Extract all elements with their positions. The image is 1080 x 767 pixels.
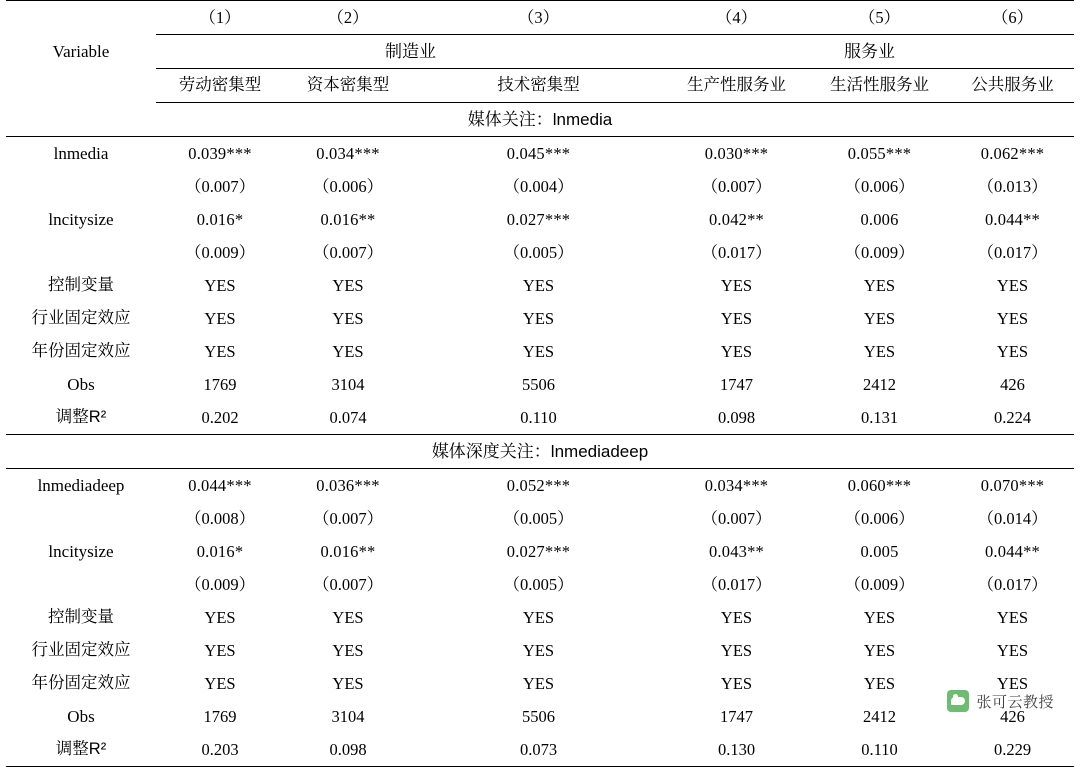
cell: YES <box>996 308 1029 328</box>
cell: YES <box>204 341 236 361</box>
row-label-blank <box>6 568 156 601</box>
cell: 5506 <box>522 374 555 394</box>
cell: YES <box>863 341 896 361</box>
cell: 0.036*** <box>316 475 380 495</box>
cell: YES <box>863 607 896 627</box>
variable-header: Variable <box>6 1 156 103</box>
col-number-2: （2） <box>284 1 412 35</box>
cell: （0.007） <box>312 242 384 262</box>
cell: YES <box>863 308 896 328</box>
table-row <box>6 535 1074 568</box>
cell: 0.016* <box>196 209 244 229</box>
cell: 0.006 <box>860 209 899 229</box>
cell: 0.039*** <box>188 143 252 163</box>
cell: 0.110 <box>808 733 951 767</box>
cell: 0.042** <box>708 209 765 229</box>
cell: 1747 <box>720 706 753 726</box>
subheader-capital-intensive: 资本密集型 <box>284 69 412 103</box>
cell: （0.007） <box>701 508 772 528</box>
cell: （0.006） <box>312 176 384 196</box>
cell: YES <box>332 607 364 627</box>
cell: （0.008） <box>184 508 256 528</box>
cell: 0.034*** <box>316 143 380 163</box>
cell: 0.110 <box>412 401 665 435</box>
col-number-4: （4） <box>665 1 808 35</box>
cell: 0.098 <box>284 733 412 767</box>
cell: （0.014） <box>977 508 1048 528</box>
cell: YES <box>720 673 753 693</box>
panel-1-title: 媒体关注：lnmedia <box>6 103 1074 137</box>
cell: （0.005） <box>503 574 574 594</box>
row-label-controls: 控制变量 <box>48 607 114 626</box>
cell: （0.017） <box>701 574 772 594</box>
row-label-industry-fe: 行业固定效应 <box>31 640 131 659</box>
table-row <box>6 368 1074 401</box>
table-row <box>6 269 1074 302</box>
cell: （0.013） <box>977 176 1048 196</box>
cell: 1769 <box>203 706 237 726</box>
cell: 1769 <box>203 374 237 394</box>
cell: 0.044*** <box>188 475 252 495</box>
group-header-services: 服务业 <box>665 35 1074 69</box>
subheader-labor-intensive: 劳动密集型 <box>156 69 284 103</box>
watermark <box>947 690 1054 712</box>
cell: YES <box>720 640 753 660</box>
table-row <box>6 700 1074 733</box>
cell: YES <box>996 673 1029 693</box>
col-number-3: （3） <box>412 1 665 35</box>
group-header-manufacturing: 制造业 <box>156 35 665 69</box>
cell: 0.045*** <box>506 143 571 163</box>
cell: 0.043** <box>708 541 765 561</box>
row-label-lnmediadeep: lnmediadeep <box>37 475 125 495</box>
panel-title-row-2 <box>6 435 1074 469</box>
row-label-year-fe: 年份固定效应 <box>31 673 131 692</box>
col-number-1: （1） <box>156 1 284 35</box>
row-label-blank <box>6 502 156 535</box>
cell: （0.007） <box>312 508 384 528</box>
cell: 0.060*** <box>847 475 912 495</box>
cell: YES <box>204 308 236 328</box>
cell: YES <box>522 673 555 693</box>
cell: 0.203 <box>156 733 284 767</box>
cell: YES <box>522 275 555 295</box>
table-row <box>6 236 1074 269</box>
cell: 0.027*** <box>506 209 571 229</box>
col-number-6: （6） <box>951 1 1074 35</box>
table-row <box>6 401 1074 435</box>
watermark-label: 张可云教授 <box>976 693 1054 711</box>
cell: YES <box>332 308 364 328</box>
cell: 0.034*** <box>704 475 769 495</box>
row-label-controls: 控制变量 <box>48 275 114 294</box>
cell: YES <box>204 275 236 295</box>
cell: （0.009） <box>844 574 915 594</box>
cell: 0.074 <box>284 401 412 435</box>
cell: 3104 <box>331 374 365 394</box>
row-label-lnmedia: lnmedia <box>53 143 109 163</box>
cell: 0.044** <box>984 209 1041 229</box>
cell: YES <box>332 341 364 361</box>
cell: YES <box>720 308 753 328</box>
cell: YES <box>332 640 364 660</box>
cell: （0.006） <box>844 508 915 528</box>
cell: YES <box>720 275 753 295</box>
table-row <box>6 601 1074 634</box>
cell: （0.005） <box>503 508 574 528</box>
cell: YES <box>863 275 896 295</box>
cell: YES <box>204 640 236 660</box>
regression-results-table <box>6 0 1074 767</box>
cell: YES <box>996 640 1029 660</box>
cell: 0.229 <box>951 733 1074 767</box>
row-label-blank <box>6 236 156 269</box>
cell: 3104 <box>331 706 365 726</box>
wechat-icon <box>947 690 969 712</box>
cell: YES <box>332 673 364 693</box>
col-number-5: （5） <box>808 1 951 35</box>
cell: （0.017） <box>977 574 1048 594</box>
table-row <box>6 335 1074 368</box>
table-row <box>6 568 1074 601</box>
row-label-lncitysize: lncitysize <box>48 541 114 561</box>
row-label-lncitysize: lncitysize <box>48 209 114 229</box>
cell: 0.070*** <box>980 475 1045 495</box>
cell: YES <box>863 673 896 693</box>
cell: 0.130 <box>665 733 808 767</box>
cell: 2412 <box>863 706 896 726</box>
cell: YES <box>996 607 1029 627</box>
row-label-obs: Obs <box>67 374 95 394</box>
row-label-adj-r2: 调整R² <box>6 401 156 435</box>
cell: YES <box>522 640 555 660</box>
cell: 1747 <box>720 374 753 394</box>
cell: 0.052*** <box>506 475 571 495</box>
cell: YES <box>720 607 753 627</box>
table-row <box>6 502 1074 535</box>
cell: 426 <box>1000 374 1025 394</box>
table-row <box>6 469 1074 503</box>
subheader-producer-services: 生产性服务业 <box>665 69 808 103</box>
cell: （0.009） <box>184 242 256 262</box>
cell: YES <box>204 607 236 627</box>
cell: 2412 <box>863 374 896 394</box>
cell: 0.202 <box>156 401 284 435</box>
cell: （0.007） <box>312 574 384 594</box>
cell: 0.062*** <box>980 143 1045 163</box>
cell: 0.027*** <box>506 541 571 561</box>
row-label-adj-r2: 调整R² <box>6 733 156 767</box>
cell: （0.005） <box>503 242 574 262</box>
table-row <box>6 203 1074 236</box>
header-row-numbers <box>6 1 1074 35</box>
cell: YES <box>522 607 555 627</box>
table-row <box>6 137 1074 171</box>
cell: 0.131 <box>808 401 951 435</box>
cell: 0.016* <box>196 541 244 561</box>
table-row <box>6 170 1074 203</box>
cell: YES <box>522 308 555 328</box>
cell: 5506 <box>522 706 555 726</box>
cell: （0.017） <box>701 242 772 262</box>
cell: YES <box>996 341 1029 361</box>
row-label-industry-fe: 行业固定效应 <box>31 308 131 327</box>
header-row-subheaders <box>6 69 1074 103</box>
cell: YES <box>863 640 896 660</box>
cell: （0.007） <box>701 176 772 196</box>
cell: YES <box>720 341 753 361</box>
cell: 0.224 <box>951 401 1074 435</box>
cell: （0.004） <box>503 176 574 196</box>
cell: （0.006） <box>844 176 915 196</box>
cell: （0.007） <box>184 176 256 196</box>
cell: 0.005 <box>860 541 899 561</box>
row-label-blank <box>6 170 156 203</box>
cell: 0.016** <box>320 209 376 229</box>
cell: （0.009） <box>184 574 256 594</box>
cell: 0.098 <box>665 401 808 435</box>
panel-title-row-1 <box>6 103 1074 137</box>
cell: YES <box>332 275 364 295</box>
cell: 0.055*** <box>847 143 912 163</box>
cell: YES <box>996 275 1029 295</box>
cell: 0.073 <box>412 733 665 767</box>
subheader-consumer-services: 生活性服务业 <box>808 69 951 103</box>
subheader-public-services: 公共服务业 <box>951 69 1074 103</box>
cell: （0.009） <box>844 242 915 262</box>
cell: YES <box>204 673 236 693</box>
row-label-obs: Obs <box>67 706 95 726</box>
table-row <box>6 733 1074 767</box>
cell: （0.017） <box>977 242 1048 262</box>
table-row <box>6 302 1074 335</box>
subheader-tech-intensive: 技术密集型 <box>412 69 665 103</box>
cell: 426 <box>1000 706 1025 726</box>
cell: YES <box>522 341 555 361</box>
cell: 0.044** <box>984 541 1041 561</box>
panel-2-title: 媒体深度关注：lnmediadeep <box>6 435 1074 469</box>
cell: 0.030*** <box>704 143 769 163</box>
row-label-year-fe: 年份固定效应 <box>31 341 131 360</box>
cell: 0.016** <box>320 541 376 561</box>
header-row-groups <box>6 35 1074 69</box>
table-row <box>6 667 1074 700</box>
table-row <box>6 634 1074 667</box>
